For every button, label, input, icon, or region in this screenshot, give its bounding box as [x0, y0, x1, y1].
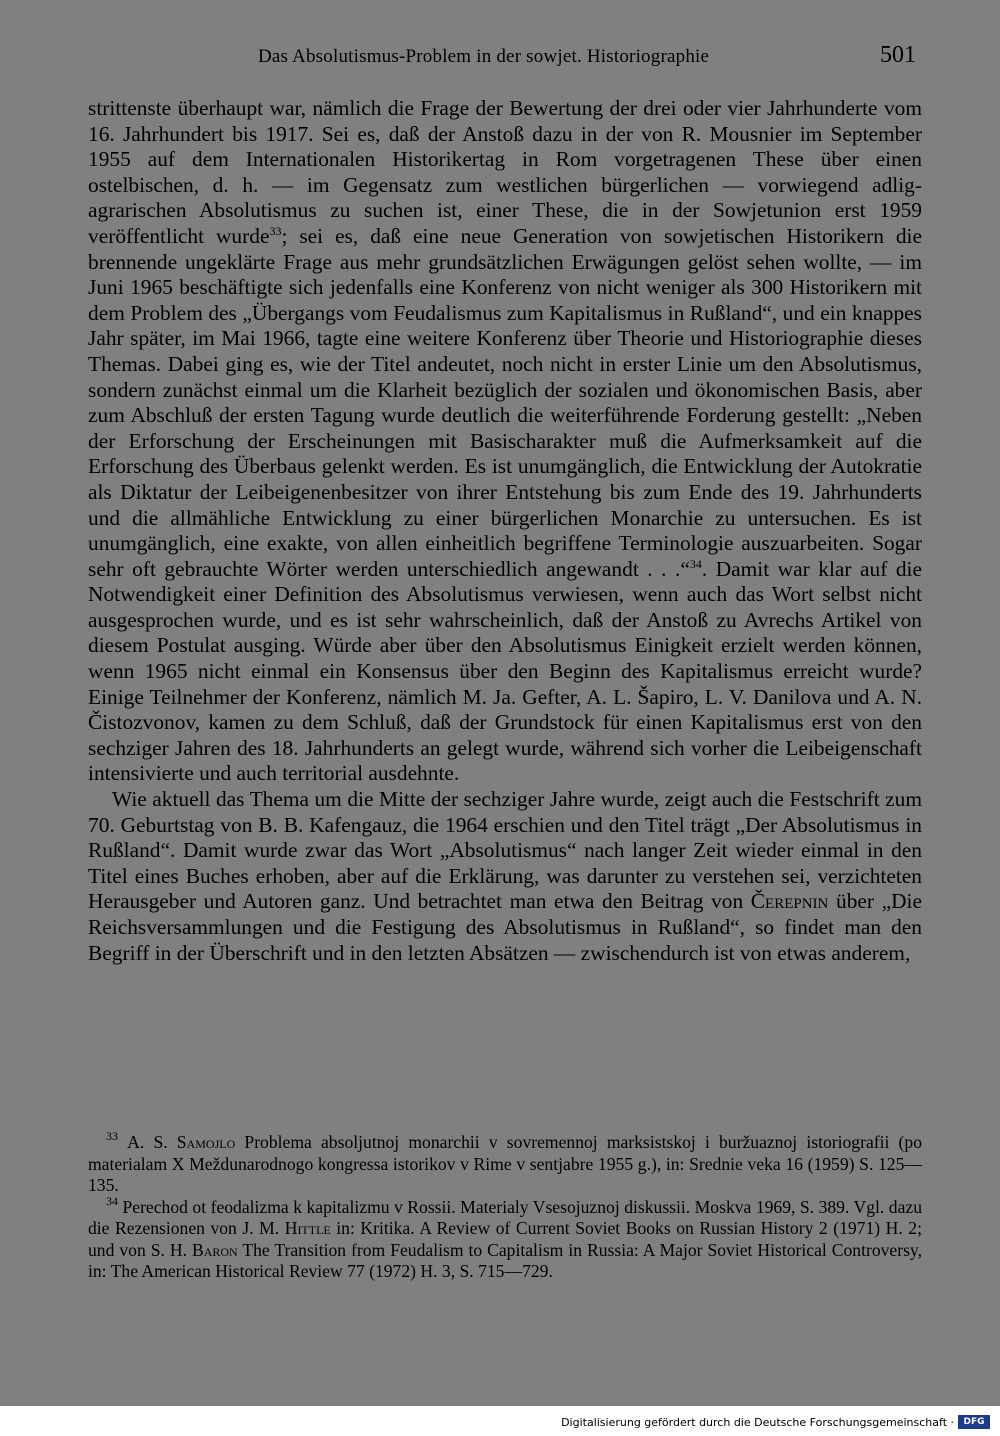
running-head: Das Absolutismus-Problem in der sowjet. Historiographie: [258, 46, 710, 67]
body-text: [88, 96, 922, 966]
paragraph-2-part-b: über „Die Reichsversammlungen und die Festigung des Absolutismus in Rußland“, so findet man den Begriff in der Überschrift und in den letzten Absätzen — zwischendurch ist von etwas anderem,: [88, 889, 922, 965]
page-number: 501: [880, 42, 916, 68]
paragraph-1-part-b: ; sei es, daß eine neue Generation von sowjetischen Historikern die brennende ungeklärte Frage aus mehr grundsätzlichen Erwägungen gelöst sehen wollte, — im Juni 1965 beschäftigte sich jedenfalls eine Konferenz von nicht weniger als 300 Historikern mit dem Problem des „Übergangs vom Feudalismus zum Kapitalismus in Rußland“, und ein knappes Jahr später, im Mai 1966, tagte eine weitere Konferenz über Theorie und Historiographie dieses Themas. Dabei ging es, wie der Titel andeutet, noch nicht in erster Linie um den Absolutismus, sondern zunächst einmal um die Klarheit bezüglich der sozialen und ökonomischen Basis, aber zum Abschluß der ersten Tagung wurde deutlich die weiterführende Forderung gestellt: „Neben der Erforschung der Erscheinungen mit Basischarakter muß die Aufmerksamkeit auf die Erforschung des Überbaus gelenkt werden. Es ist unumgänglich, die Entwicklung der Autokratie als Diktatur der Leibeigenenbesitzer von ihrer Entstehung bis zum Ende des 19. Jahrhunderts und die allmähliche Entwicklung zu einer bürgerlichen Monarchie zu untersuchen. Es ist unumgänglich, eine exakte, von allen einheitlich begriffene Terminologie auszuarbeiten. Sogar sehr oft gebrauchte Wörter werden unterschiedlich angewandt . . .“: [88, 223, 922, 581]
footnotes: [88, 1129, 923, 1283]
footnote-33-number: 33: [106, 1129, 118, 1143]
funding-credit: Digitalisierung gefördert durch die Deutsche Forschungsgemeinschaft ·: [561, 1416, 954, 1429]
footnote-33-author: A. S. Samojlo: [127, 1132, 236, 1152]
footnote-34-text-a: Perechod ot feodalizma k kapitalizmu v Rossii. Materialy Vsesojuznoj diskussii. Moskva 1969, S. 389. Vgl. dazu die Rezensionen von J. M.: [88, 1196, 922, 1238]
footnote-34-text-b: in: Kritika. A Review of Current Soviet Books on Russian History 2 (1971) H. 2; und von S. H.: [88, 1218, 922, 1260]
footnote-34-author-hittle: Hittle: [284, 1218, 331, 1238]
paragraph-1-part-a: strittenste überhaupt war, nämlich die Frage der Bewertung der drei oder vier Jahrhunderte vom 16. Jahrhundert bis 1917. Sei es, daß der Anstoß dazu in der von R. Mousnier im September 1955 auf dem Internationalen Historikertag in Rom vorgetragenen These über einen ostelbischen, d. h. — im Gegensatz zum westlichen bürgerlichen — vorwiegend adlig-agrarischen Absolutismus zu suchen ist, einer These, die in der Sowjetunion erst 1959 veröffentlicht wurde: [88, 96, 922, 248]
footnote-ref-33: 33: [269, 223, 282, 238]
footnote-33-text: Problema absoljutnoj monarchii v sovremennoj marksistskoj i buržuaznoj istoriografii (po materialam X Meždunarodnogo kongressa istorikov v Rime v sentjabre 1955 g.), in: Srednie veka 16 (1959) S. 125—135.: [88, 1132, 923, 1195]
paragraph-2: [88, 787, 922, 966]
author-name-cerepnin: Čerepnin: [750, 889, 829, 914]
dfg-logo: DFG: [958, 1415, 990, 1429]
footnote-34: [88, 1193, 922, 1283]
page-header: [88, 42, 920, 76]
footnote-34-number: 34: [106, 1193, 118, 1208]
footnote-ref-34: 34: [689, 556, 702, 571]
paragraph-2-part-a: Wie aktuell das Thema um die Mitte der sechziger Jahre wurde, zeigt auch die Festschrift zum 70. Geburtstag von B. B. Kafengauz, die 1964 erschien und den Titel trägt „Der Absolutismus in Rußland“. Damit wurde zwar das Wort „Absolutismus“ nach langer Zeit wieder einmal in den Titel eines Buches erhoben, aber auf die Erklärung, was darunter zu verstehen sei, verzichteten Herausgeber und Autoren ganz. Und betrachtet man etwa den Beitrag von: [88, 787, 922, 914]
footnote-34-text-c: The Transition from Feudalism to Capitalism in Russia: A Major Soviet Historical Controversy, in: The American Historical Review 77 (1972) H. 3, S. 715—729.: [88, 1239, 922, 1281]
footnote-34-author-baron: Baron: [191, 1239, 238, 1260]
footnote-33: [88, 1129, 923, 1197]
paragraph-1-part-c: . Damit war klar auf die Notwendigkeit einer Definition des Absolutismus verwiesen, wenn auch das Wort selbst nicht ausgesprochen wurde, und es ist sehr wahrscheinlich, daß der Anstoß zu Avrechs Artikel von diesem Postulat ausging. Würde aber über den Absolutismus Einigkeit erzielt werden können, wenn 1965 nicht einmal ein Konsensus über den Beginn des Kapitalismus erreicht wurde? Einige Teilnehmer der Konferenz, nämlich M. Ja. Gefter, A. L. Šapiro, L. V. Danilova und A. N. Čistozvonov, kamen zu dem Schluß, daß der Grundstock für einen Kapitalismus erst von den sechziger Jahren des 18. Jahrhunderts an gelegt wurde, während sich vorher die Leibeigenschaft intensivierte und auch territorial ausdehnte.: [88, 556, 922, 786]
digitization-footer: [0, 1406, 1000, 1436]
paragraph-1: [88, 96, 922, 787]
